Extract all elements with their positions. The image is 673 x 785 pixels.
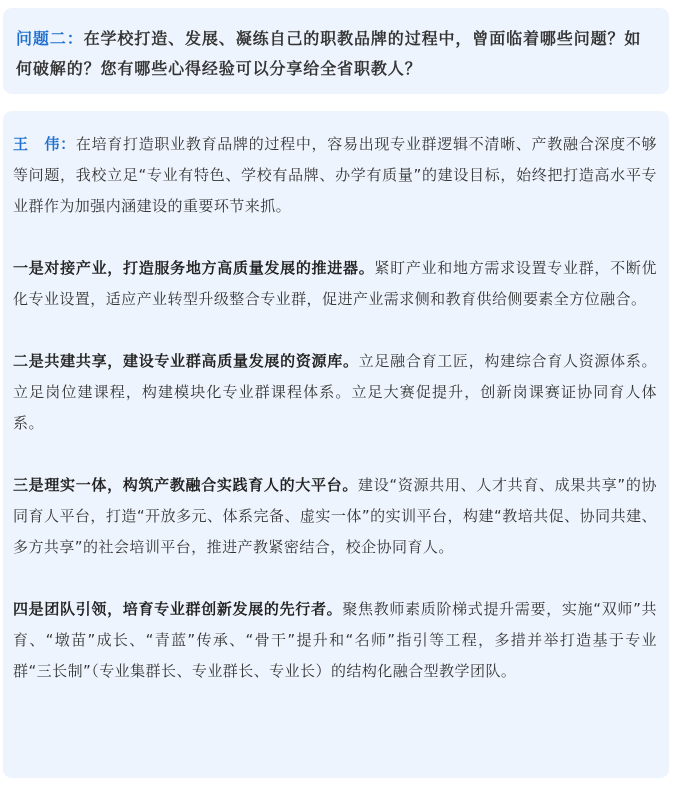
answer-card (3, 111, 669, 778)
intro-text: 在培育打造职业教育品牌的过程中，容易出现专业群逻辑不清晰、产教融合深度不够等问题，我校立足“专业有特色、学校有品牌、办学有质量”的建设目标，始终把打造高水平专业群作为加强内涵建设的重要环节来抓。 (13, 135, 657, 215)
question-body: 在学校打造、发展、凝练自己的职教品牌的过程中，曾面临着哪些问题？如何破解的？您有哪些心得经验可以分享给全省职教人？ (16, 29, 642, 78)
question-label: 问题二： (16, 29, 84, 48)
question-text (16, 24, 657, 84)
point-body: 建设“资源共用、人才共育、成果共享”的协同育人平台，打造“开放多元、体系完备、虚实一体”的实训平台，构建“教培共促、协同共建、多方共享”的社会培训平台，推进产教紧密结合，校企协同育人。 (13, 476, 657, 556)
point-body: 聚焦教师素质阶梯式提升需要，实施“双师”共育、“墩苗”成长、“青蓝”传承、“骨干”提升和“名师”指引等工程，多措并举打造基于专业群“三长制”（专业集群长、专业群长、专业长）的结构化融合型教学团队。 (13, 600, 657, 680)
point-body: 紧盯产业和地方需求设置专业群，不断优化专业设置，适应产业转型升级整合专业群，促进产业需求侧和教育供给侧要素全方位融合。 (13, 259, 657, 308)
point-heading: 二是共建共享，建设专业群高质量发展的资源库。 (13, 352, 359, 370)
point-2 (13, 346, 657, 439)
speaker-name: 王 伟： (13, 135, 76, 153)
question-card (3, 8, 669, 94)
point-heading: 四是团队引领，培育专业群创新发展的先行者。 (13, 600, 343, 618)
point-heading: 三是理实一体，构筑产教融合实践育人的大平台。 (13, 476, 359, 494)
point-body: 立足融合育工匠，构建综合育人资源体系。立足岗位建课程，构建模块化专业群课程体系。立足大赛促提升，创新岗课赛证协同育人体系。 (13, 352, 657, 432)
point-1 (13, 253, 657, 315)
point-heading: 一是对接产业，打造服务地方高质量发展的推进器。 (13, 259, 375, 277)
answer-intro (13, 129, 657, 222)
point-4 (13, 594, 657, 687)
point-3 (13, 470, 657, 563)
